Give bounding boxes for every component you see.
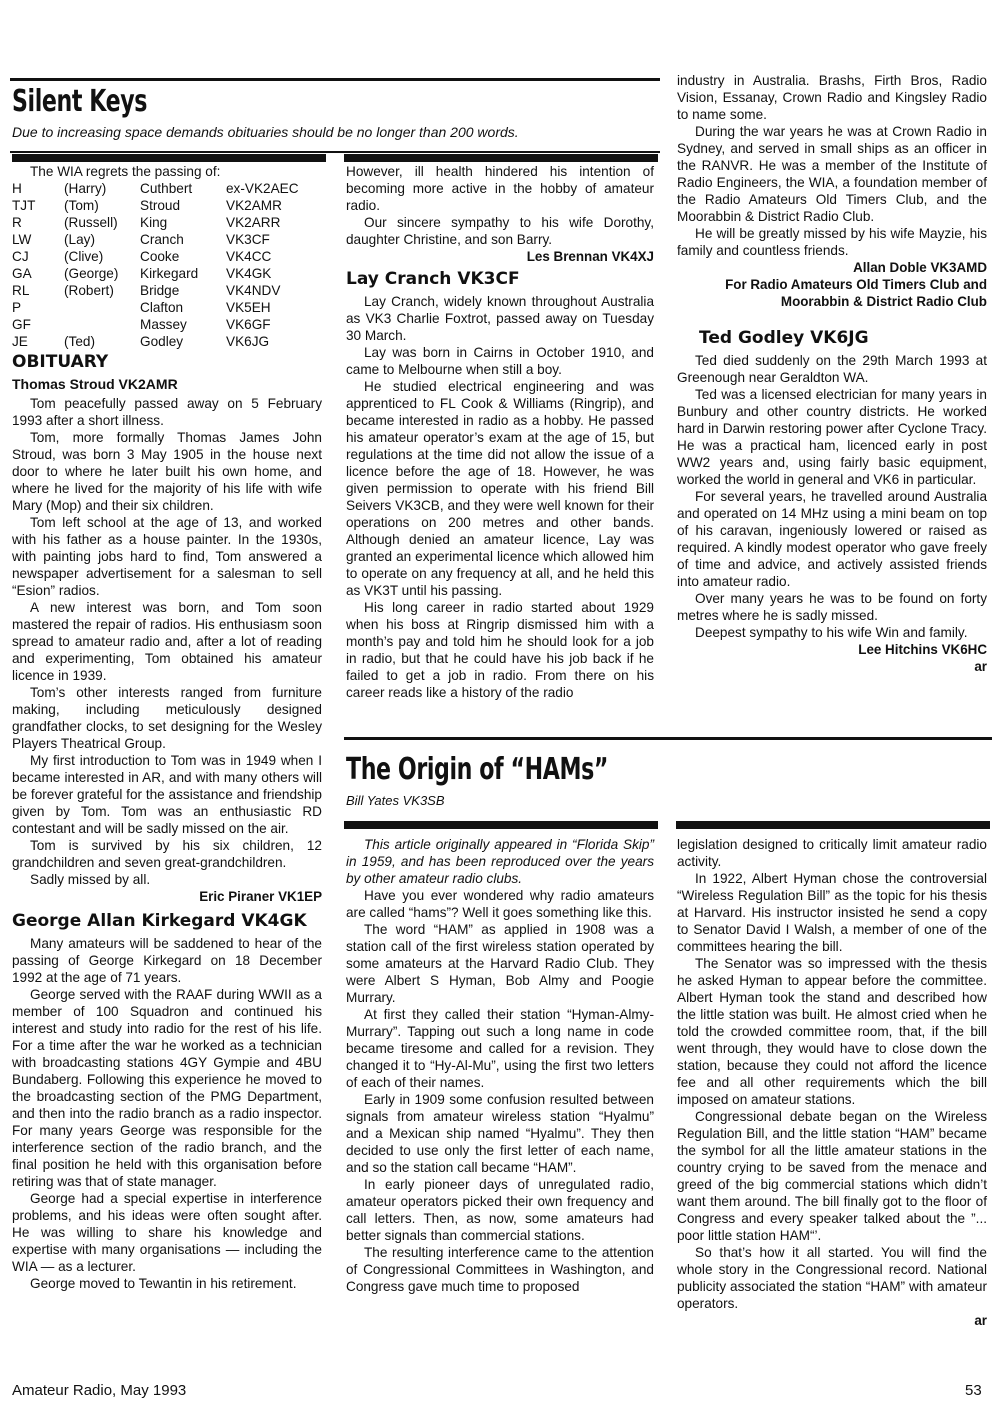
hams-byline: Bill Yates VK3SB	[346, 793, 445, 808]
godley-body	[677, 352, 987, 641]
hams-col3-rule	[676, 821, 990, 829]
hams-body	[346, 887, 654, 1295]
godley-end-mark: ar	[974, 659, 987, 674]
col2-top-rule	[344, 154, 658, 162]
godley-heading: Ted Godley VK6JG	[699, 328, 869, 348]
footer-publication: Amateur Radio, May 1993	[12, 1382, 187, 1399]
cranch-paragraph: Lay was born in Cairns in October 1910, and came to Melbourne when still a boy.	[346, 345, 654, 377]
regret-surname: King	[140, 215, 168, 230]
kirkegard-body-cont	[346, 163, 654, 248]
regret-row	[12, 248, 299, 265]
regret-init: LW	[12, 232, 32, 247]
hams-paragraph: The Senator was so impressed with the thesis he asked Hyman to appear before the committee. Albert Hyman took the stand and described how the little station was built. He almost cried when he told the crowded committee room, that, if the bill went through, they would have to close down the station, because they could not afford the licence fee and all other requirements which the bill imposed on amateur stations.	[677, 956, 987, 1107]
cranch-paragraph: He studied electrical engineering and was apprenticed to FL Cook & Williams (Ringrip), and became interested in radio as a hobby. He passed his amateur operator’s exam at the age of 15, but regulations at the time did not allow the issue of a licence before the age of 18. However, he was given permission to operate with his friend Bill Seivers VK3CB, and they were well known for their operations on 200 metres and other bands. Although denied an amateur licence, Lay was granted an experimental licence which allowed him to operate on any frequency at all, and he held this as VK3T until his passing.	[346, 379, 654, 598]
hams-col2-rule	[344, 821, 658, 829]
regret-name: (Ted)	[64, 334, 95, 349]
regret-row	[12, 214, 299, 231]
kirkegard-paragraph: Our sincere sympathy to his wife Dorothy, daughter Christine, and son Barry.	[346, 215, 654, 247]
regret-init: TJT	[12, 198, 36, 213]
hams-cont-first: legislation designed to critically limit amateur radio activity.	[677, 837, 987, 869]
stroud-paragraph: Sadly missed by all.	[30, 872, 151, 887]
kirkegard-signature: Les Brennan VK4XJ	[526, 249, 654, 264]
regret-call: ex-VK2AEC	[226, 181, 299, 196]
hams-paragraph: At first they called their station “Hyman-Almy-Murrary”. Tapping out such a long name in code became tiresome and called for a revision. They changed it to “Hy-Al-Mu”, using the first two letters of each of their names.	[346, 1007, 654, 1090]
stroud-paragraph: My first introduction to Tom was in 1949 when I became interested in AR, and with many others will be forever grateful for the assistance and friendship given by Tom. Tom was an enthusiastic RD contestant and will be sadly missed on the air.	[12, 753, 322, 836]
regret-surname: Kirkegard	[140, 266, 199, 281]
regret-name: (Tom)	[64, 198, 99, 213]
regret-row	[12, 180, 299, 197]
regret-row	[12, 316, 299, 333]
regret-name: (George)	[64, 266, 119, 281]
cranch-body-cont	[677, 123, 987, 259]
cranch-paragraph: He will be greatly missed by his wife Mayzie, his family and countless friends.	[677, 226, 987, 258]
godley-paragraph: Over many years he was to be found on forty metres where he is sadly missed.	[677, 591, 987, 623]
regret-surname: Cuthbert	[140, 181, 193, 196]
godley-paragraph: Ted died suddenly on the 29th March 1993 at Greenough near Geraldton WA.	[677, 353, 987, 385]
kirkegard-paragraph: However, ill health hindered his intention of becoming more active in the hobby of amateur radio.	[346, 164, 654, 213]
hams-end-mark: ar	[974, 1313, 987, 1328]
hams-paragraph: Congressional debate began on the Wireless Regulation Bill, and the little station “HAM” became the symbol for all the little amateur stations in the country crying to be saved from the menace and greed of the big commercial stations which didn’t want them around. The bill finally got to the floor of Congress and every speaker talked about the ”... poor little station HAM“’.	[677, 1109, 987, 1243]
section-rule	[10, 151, 660, 153]
cranch-signature-org: For Radio Amateurs Old Timers Club and Moorabbin & District Radio Club	[725, 277, 987, 309]
regret-call: VK2ARR	[226, 215, 281, 230]
footer-page-number: 53	[965, 1382, 982, 1399]
regret-call: VK6GF	[226, 317, 271, 332]
regret-surname: Godley	[140, 334, 184, 349]
stroud-body	[12, 395, 322, 888]
regret-call: VK4GK	[226, 266, 272, 281]
regret-call: VK4NDV	[226, 283, 281, 298]
silent-keys-subtitle: Due to increasing space demands obituaries should be no longer than 200 words.	[12, 124, 519, 140]
stroud-paragraph: A new interest was born, and Tom soon mastered the repair of radios. His enthusiasm soon spread to amateur radio and, after a lot of reading and experimenting, Tom obtained his amateur licence in 1939.	[12, 600, 322, 683]
obituary-heading: OBITUARY	[12, 352, 109, 372]
cranch-heading: Lay Cranch VK3CF	[346, 269, 520, 289]
regret-init: RL	[12, 283, 30, 298]
hams-paragraph: The resulting interference came to the attention of Congressional Committees in Washington, and Congress gave much time to proposed	[346, 1245, 654, 1294]
hams-paragraph: In 1922, Albert Hyman chose the controversial “Wireless Regulation Bill” as the topic for his thesis at Harvard. His instructor insisted he send a copy to Senator David I Walsh, a member of one of the committees hearing the bill.	[677, 871, 987, 954]
regret-intro: The WIA regrets the passing of:	[30, 164, 221, 179]
cranch-body	[346, 293, 654, 701]
cranch-cont-first: industry in Australia. Brashs, Firth Bros, Radio Vision, Essanay, Crown Radio and Kingsley Radio to name some.	[677, 73, 987, 122]
regret-name: (Russell)	[64, 215, 118, 230]
hams-column-2	[677, 836, 987, 1329]
regret-call: VK4CC	[226, 249, 272, 264]
regret-surname: Stroud	[140, 198, 181, 213]
kirkegard-paragraph: Many amateurs will be saddened to hear of the passing of George Kirkegard on 18 December 1992 at the age of 71 years.	[12, 936, 322, 985]
regret-call: VK3CF	[226, 232, 270, 247]
hams-top-rule	[344, 737, 992, 740]
kirkegard-heading: George Allan Kirkegard VK4GK	[12, 911, 307, 931]
regret-name: (Clive)	[64, 249, 104, 264]
hams-title: The Origin of “HAMs”	[346, 752, 609, 787]
hams-paragraph: So that’s how it all started. You will find the whole story in the Congressional record. National publicity associated the station “HAM” with amateur operators.	[677, 1245, 987, 1311]
silent-keys-title: Silent Keys	[12, 84, 147, 119]
regret-table	[12, 180, 299, 350]
regret-name	[64, 316, 140, 333]
stroud-paragraph: Tom is survived by his six children, 12 grandchildren and seven great-grandchildren.	[12, 838, 322, 870]
kirkegard-paragraph: George moved to Tewantin in his retirement.	[30, 1276, 297, 1291]
regret-surname: Cooke	[140, 249, 180, 264]
cranch-paragraph: His long career in radio started about 1929 when his boss at Ringrip dismissed him with a month’s pay and told him he should look for a job in radio, but that he could have his job back if he failed to get a job in radio. From there on his career reads like a history of the radio	[346, 600, 654, 700]
hams-paragraph: The word “HAM” as applied in 1908 was a station call of the first wireless station operated by some amateurs at the Harvard Radio Club. They were Albert S Hyman, Bob Almy and Poogie Murrary.	[346, 922, 654, 1005]
regret-init: H	[12, 181, 22, 196]
regret-surname: Cranch	[140, 232, 184, 247]
kirkegard-body	[12, 935, 322, 1292]
stroud-heading: Thomas Stroud VK2AMR	[12, 376, 178, 392]
regret-row	[12, 333, 299, 350]
hams-paragraph: Early in 1909 some confusion resulted between signals from amateur wireless station “Hyalmu” and a Mexican ship named “Hyalmu”. They then decided to use only the first letter of each name, and so the station call became “HAM”.	[346, 1092, 654, 1175]
regret-row	[12, 282, 299, 299]
kirkegard-paragraph: George served with the RAAF during WWII as a member of 100 Squadron and continued his interest and study into radio for the rest of his life. For a time after the war he worked as a technician with broadcasting stations 4GY Gympie and 4BU Bundaberg. Following this experience he moved to the broadcasting section of the PMG Department, and then into the radio branch as a radio inspector. For many years George was responsible for the interference section of the radio branch, and the final position he held with this organisation before retiring was that of state manager.	[12, 987, 322, 1189]
cranch-paragraph: Lay Cranch, widely known throughout Australia as VK3 Charlie Foxtrot, passed away on Tuesday 30 March.	[346, 294, 654, 343]
stroud-signature: Eric Piraner VK1EP	[199, 889, 322, 904]
stroud-paragraph: Tom left school at the age of 13, and worked with his father as a house painter. In the 1930s, with painting jobs hard to find, Tom answered a newspaper advertisement for a salesman to sell “Esion” radios.	[12, 515, 322, 598]
stroud-paragraph: Tom’s other interests ranged from furniture making, including meticulously designed grandfather clocks, to set designing for the Wesley Players Theatrical Group.	[12, 685, 322, 751]
regret-init: GA	[12, 266, 32, 281]
regret-call: VK6JG	[226, 334, 270, 349]
regret-row	[12, 231, 299, 248]
column-3	[677, 72, 987, 675]
regret-init: GF	[12, 317, 31, 332]
regret-name: (Robert)	[64, 283, 114, 298]
stroud-paragraph: Tom, more formally Thomas James John Stroud, was born 3 May 1905 in the house next door to where he later built his own home, and where he lived for the majority of his life with wife Mary (Mop) and their six children.	[12, 430, 322, 513]
regret-name: (Harry)	[64, 181, 107, 196]
cranch-paragraph: During the war years he was at Crown Radio in Sydney, and served in small ships as an officer in the RANVR. He was a member of the Institute of Radio Engineers, the WIA, a foundation member of the Radio Amateurs Old Timers Club, and the Moorabbin & District Radio Club.	[677, 124, 987, 224]
godley-paragraph: Ted was a licensed electrician for many years in Bunbury and other country districts. He worked hard in Darwin restoring power after Cyclone Tracy. He was a practical ham, licenced early in post WW2 years and, using fairly basic equipment, worked the world in general and VK6 in particular.	[677, 387, 987, 487]
regret-call: VK5EH	[226, 300, 271, 315]
regret-init: CJ	[12, 249, 29, 264]
godley-paragraph: Deepest sympathy to his wife Win and family.	[695, 625, 968, 640]
column-2	[346, 163, 654, 701]
godley-paragraph: For several years, he travelled around Australia and operated on 14 MHz using a mini beam on top of his caravan, ingeniously lowered or raised as required. A kindly modest operator who gave freely of time and advice, and actively assisted friends into amateur radio.	[677, 489, 987, 589]
hams-column-1	[346, 836, 654, 1295]
regret-row	[12, 299, 299, 316]
regret-init: JE	[12, 334, 28, 349]
hams-paragraph: Have you ever wondered why radio amateurs are called “hams”? Well it goes something like this.	[346, 888, 654, 920]
hams-body-cont	[677, 870, 987, 1312]
col1-top-rule	[12, 154, 326, 162]
regret-row	[12, 197, 299, 214]
hams-paragraph: In early pioneer days of unregulated radio, amateur operators picked their own frequency and call letters. Then, as now, some amateurs had better signals than commercial stations.	[346, 1177, 654, 1243]
regret-surname: Massey	[140, 317, 187, 332]
stroud-paragraph: Tom peacefully passed away on 5 February 1993 after a short illness.	[12, 396, 322, 428]
regret-call: VK2AMR	[226, 198, 282, 213]
hams-intro: This article originally appeared in “Florida Skip” in 1959, and has been reproduced over the years by other amateur radio clubs.	[346, 837, 654, 886]
kirkegard-paragraph: George had a special expertise in interference problems, and his ideas were often sought after. He was willing to share his knowledge and expertise with many organisations — including the WIA — as a lecturer.	[12, 1191, 322, 1274]
top-rule	[10, 78, 660, 81]
regret-surname: Bridge	[140, 283, 180, 298]
godley-signature: Lee Hitchins VK6HC	[858, 642, 987, 657]
regret-surname: Clafton	[140, 300, 184, 315]
regret-init: P	[12, 300, 22, 315]
regret-name	[64, 299, 140, 316]
cranch-signature: Allan Doble VK3AMD	[853, 260, 987, 275]
regret-init: R	[12, 215, 22, 230]
column-1	[12, 163, 322, 1292]
regret-name: (Lay)	[64, 232, 95, 247]
regret-row	[12, 265, 299, 282]
